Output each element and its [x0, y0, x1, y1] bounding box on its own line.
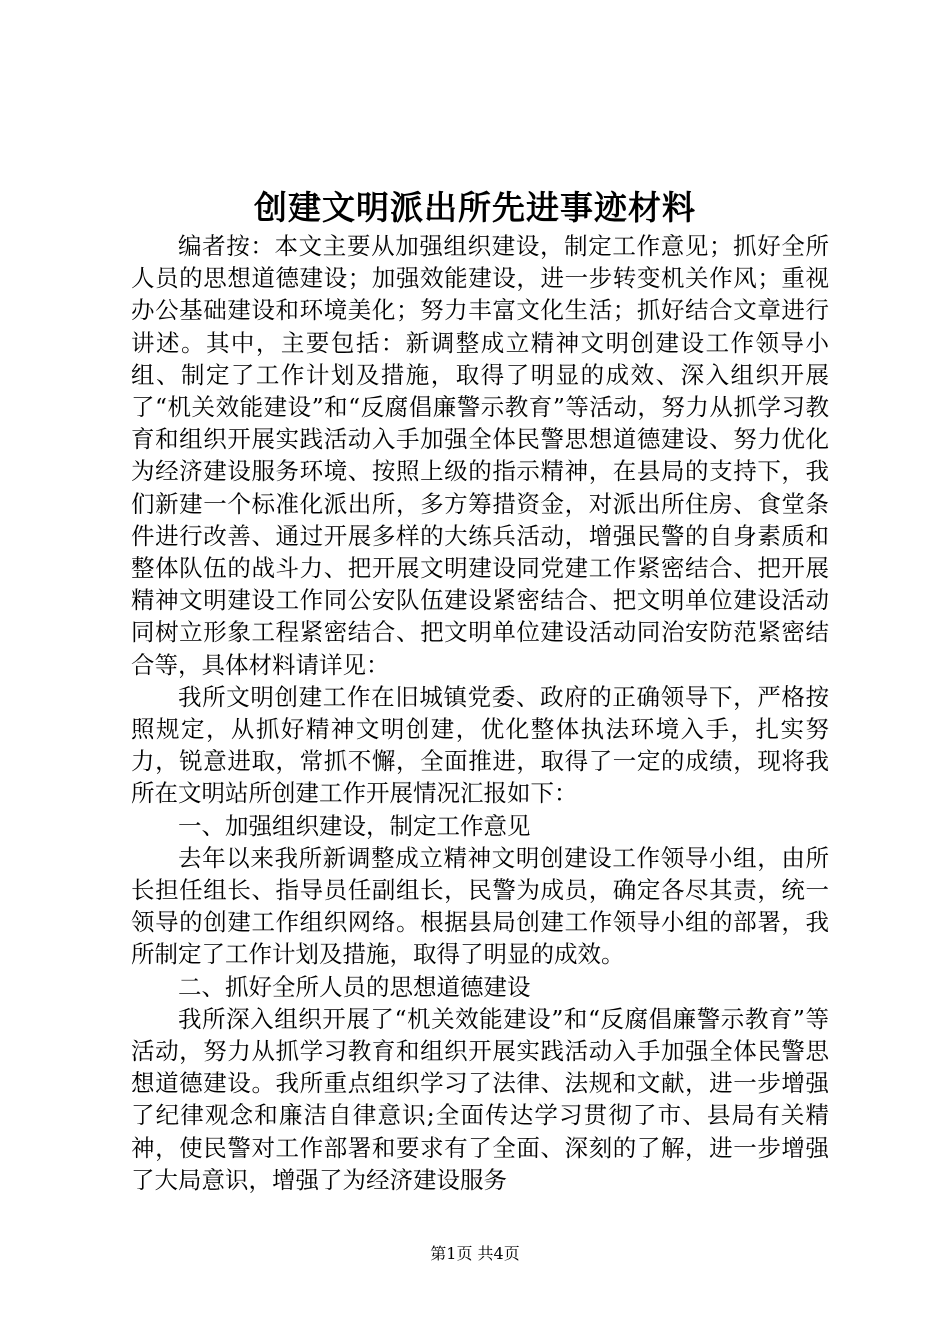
- page-number-footer: 第1页 共4页: [430, 1244, 520, 1263]
- editor-note-paragraph: 编者按：本文主要从加强组织建设，制定工作意见；抓好全所人员的思想道德建设；加强效能建设，进一步转变机关作风；重视办公基础建设和环境美化；努力丰富文化生活；抓好结合文章进行讲述。其中，主要包括：新调整成立精神文明创建设工作领导小组、制定了工作计划及措施，取得了明显的成效、深入组织开展了“机关效能建设”和“反腐倡廉警示教育”等活动，努力从抓学习教育和组织开展实践活动入手加强全体民警思想道德建设、努力优化为经济建设服务环境、按照上级的指示精神，在县局的支持下，我们新建一个标准化派出所，多方筹措资金，对派出所住房、食堂条件进行改善、通过开展多样的大练兵活动，增强民警的自身素质和整体队伍的战斗力、把开展文明建设同党建工作紧密结合、把开展精神文明建设工作同公安队伍建设紧密结合、把文明单位建设活动同树立形象工程紧密结合、把文明单位建设活动同治安防范紧密结合等，具体材料请详见：: [131, 232, 829, 679]
- intro-paragraph: 我所文明创建工作在旧城镇党委、政府的正确领导下，严格按照规定，从抓好精神文明创建，优化整体执法环境入手，扎实努力，锐意进取，常抓不懈，全面推进，取得了一定的成绩，现将我所在文明站所创建工作开展情况汇报如下：: [131, 682, 829, 808]
- section-heading-1: 一、加强组织建设，制定工作意见: [178, 811, 531, 840]
- section-1-paragraph: 去年以来我所新调整成立精神文明创建设工作领导小组，由所长担任组长、指导员任副组长，民警为成员，确定各尽其责，统一领导的创建工作组织网络。根据县局创建工作领导小组的部署，我所制定了工作计划及措施，取得了明显的成效。: [131, 843, 829, 969]
- section-2-paragraph: 我所深入组织开展了“机关效能建设”和“反腐倡廉警示教育”等活动，努力从抓学习教育和组织开展实践活动入手加强全体民警思想道德建设。我所重点组织学习了法律、法规和文献，进一步增强了纪律观念和廉洁自律意识;全面传达学习贯彻了市、县局有关精神，使民警对工作部署和要求有了全面、深刻的了解，进一步增强了大局意识，增强了为经济建设服务: [131, 1004, 829, 1194]
- document-body: [131, 230, 829, 1196]
- section-heading-2: 二、抓好全所人员的思想道德建设: [178, 972, 531, 1001]
- document-title: 创建文明派出所先进事迹材料: [254, 188, 696, 227]
